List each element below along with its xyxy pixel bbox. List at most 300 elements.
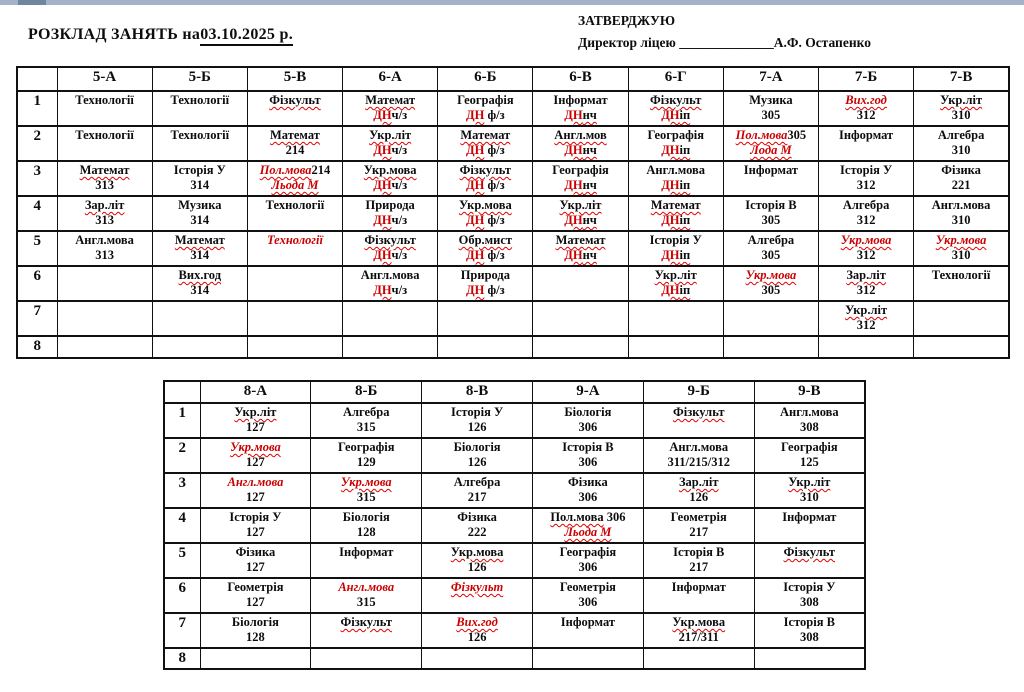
corner-cell	[164, 381, 200, 403]
lesson-number: 2	[17, 126, 57, 161]
schedule-cell-7-В-3	[914, 161, 1009, 196]
schedule-cell-5-Б-5	[152, 231, 247, 266]
schedule-cell-5-В-3	[247, 161, 342, 196]
cell-line: 214	[285, 143, 305, 157]
lesson-number: 1	[17, 91, 57, 126]
cell-line: Укр.мова	[840, 233, 892, 247]
schedule-cell-6-А-1	[343, 91, 438, 126]
cell-line: 315	[356, 595, 376, 609]
schedule-cell-8-В-3	[422, 473, 533, 508]
cell-line: Обр.мист	[458, 233, 513, 247]
cell-line: Англ.мова	[669, 440, 729, 454]
approve-label: ЗАТВЕРДЖУЮ	[578, 13, 676, 28]
schedule-cell-8-Б-5	[311, 543, 422, 578]
cell-line: Англ.мова	[360, 268, 420, 282]
cell-line: ДН ф/з	[466, 108, 505, 122]
cell-line: Укр.мова	[672, 615, 726, 629]
schedule-cell-6-Б-7	[438, 301, 533, 336]
cell-line: ДНіп	[661, 213, 691, 227]
cell-line: Географія	[781, 440, 838, 454]
schedule-cell-6-Г-3	[628, 161, 723, 196]
cell-line: Алгебра	[747, 233, 795, 247]
schedule-cell-7-А-4	[723, 196, 818, 231]
cell-line: 314	[190, 283, 210, 297]
cell-line: Інформат	[553, 93, 608, 107]
cell-line: Біологія	[342, 510, 390, 524]
schedule-cell-9-В-3	[754, 473, 865, 508]
schedule-cell-9-Б-6	[643, 578, 754, 613]
cell-line: Історія В	[673, 545, 725, 559]
cell-line: Фізкульт	[269, 93, 321, 107]
cell-line: Пол.мова 306	[550, 510, 626, 524]
schedule-cell-6-Б-4	[438, 196, 533, 231]
cell-line: ДН ф/з	[466, 283, 505, 297]
cell-line: Інформат	[560, 615, 616, 629]
schedule-cell-6-А-8	[343, 336, 438, 358]
schedule-cell-9-Б-3	[643, 473, 754, 508]
schedule-cell-9-А-2	[532, 438, 643, 473]
cell-line: 126	[467, 420, 487, 434]
cell-line: 314	[190, 213, 210, 227]
schedule-cell-6-Г-5	[628, 231, 723, 266]
schedule-cell-9-А-7	[532, 613, 643, 648]
signature-blank: ______________	[679, 35, 774, 50]
schedule-cell-8-А-7	[200, 613, 311, 648]
cell-line: Геометрія	[670, 510, 727, 524]
schedule-cell-9-В-7	[754, 613, 865, 648]
schedule-cell-6-А-3	[343, 161, 438, 196]
director-label: Директор ліцею	[578, 35, 680, 50]
schedule-cell-7-А-3	[723, 161, 818, 196]
schedule-cell-8-В-7	[422, 613, 533, 648]
class-header-6-А: 6-А	[343, 67, 438, 91]
schedule-cell-6-А-4	[343, 196, 438, 231]
cell-line: Фізика	[235, 545, 276, 559]
window-edge-accent	[18, 0, 46, 5]
cell-line: 310	[951, 213, 971, 227]
class-header-5-В: 5-В	[247, 67, 342, 91]
schedule-cell-7-А-6	[723, 266, 818, 301]
schedule-cell-6-В-6	[533, 266, 628, 301]
schedule-cell-8-Б-8	[311, 648, 422, 669]
cell-line: 217	[689, 560, 709, 574]
schedule-cell-5-В-5	[247, 231, 342, 266]
cell-line: 308	[799, 630, 819, 644]
schedule-cell-6-А-2	[343, 126, 438, 161]
cell-line: ДНч/з	[373, 108, 408, 122]
cell-line: Укр.літ	[940, 93, 983, 107]
cell-line: Зар.літ	[846, 268, 886, 282]
cell-line: Інформат	[838, 128, 894, 142]
class-header-7-Б: 7-Б	[819, 67, 914, 91]
schedule-cell-6-Г-1	[628, 91, 723, 126]
cell-line: 217	[467, 490, 487, 504]
schedule-cell-5-В-8	[247, 336, 342, 358]
cell-line: 313	[95, 178, 114, 192]
schedule-cell-6-Б-8	[438, 336, 533, 358]
lesson-number: 5	[17, 231, 57, 266]
cell-line: Історія В	[783, 615, 835, 629]
cell-line: 308	[799, 595, 819, 609]
schedule-cell-8-А-6	[200, 578, 311, 613]
cell-line: Географія	[559, 545, 617, 559]
cell-line: 305	[761, 283, 781, 297]
schedule-cell-7-Б-2	[819, 126, 914, 161]
schedule-cell-8-В-5	[422, 543, 533, 578]
cell-line: 127	[246, 525, 265, 539]
schedule-cell-7-Б-8	[819, 336, 914, 358]
schedule-cell-7-В-4	[914, 196, 1009, 231]
cell-line: Пол.мова305	[735, 128, 807, 142]
cell-line: Алгебра	[342, 405, 390, 419]
cell-line: ДНнч	[564, 178, 597, 192]
cell-line: 128	[246, 630, 265, 644]
cell-line: Фізкульт	[450, 580, 504, 594]
schedule-cell-5-Б-8	[152, 336, 247, 358]
class-header-7-В: 7-В	[914, 67, 1009, 91]
schedule-cell-7-А-8	[723, 336, 818, 358]
cell-line: 310	[951, 248, 971, 262]
lesson-number: 4	[164, 508, 200, 543]
cell-line: Музика	[178, 198, 222, 212]
schedule-cell-6-А-7	[343, 301, 438, 336]
cell-line: Технології	[75, 128, 134, 142]
schedule-cell-8-А-3	[200, 473, 311, 508]
schedule-cell-7-В-1	[914, 91, 1009, 126]
cell-line: Біологія	[231, 615, 279, 629]
page-title-date: 03.10.2025 р.	[200, 26, 293, 46]
schedule-cell-5-Б-2	[152, 126, 247, 161]
schedule-cell-6-Г-4	[628, 196, 723, 231]
cell-line: 217	[689, 525, 709, 539]
cell-line: Технології	[265, 198, 325, 212]
schedule-cell-9-А-1	[532, 403, 643, 438]
cell-line: Укр.літ	[654, 268, 697, 282]
schedule-cell-5-А-4	[57, 196, 152, 231]
cell-line: Англ.мов	[554, 128, 607, 142]
class-header-5-А: 5-А	[57, 67, 152, 91]
cell-line: Технології	[267, 233, 323, 247]
page-title-prefix: РОЗКЛАД ЗАНЯТЬ на	[28, 26, 201, 43]
class-header-9-Б: 9-Б	[643, 381, 754, 403]
class-header-8-А: 8-А	[200, 381, 311, 403]
cell-line: 306	[578, 455, 598, 469]
cell-line: 306	[578, 595, 598, 609]
schedule-cell-6-В-8	[533, 336, 628, 358]
cell-line: Математ	[174, 233, 225, 247]
schedule-cell-8-А-8	[200, 648, 311, 669]
cell-line: 306	[578, 560, 598, 574]
cell-line: 314	[190, 248, 210, 262]
cell-line: Географія	[457, 93, 514, 107]
cell-line: Музика	[749, 93, 793, 107]
class-header-8-Б: 8-Б	[311, 381, 422, 403]
cell-line: Англ.мова	[646, 163, 706, 177]
cell-line: 127	[246, 420, 265, 434]
class-header-9-А: 9-А	[532, 381, 643, 403]
schedule-cell-9-В-6	[754, 578, 865, 613]
cell-line: Історія У	[783, 580, 836, 594]
cell-line: 312	[856, 283, 876, 297]
cell-line: Технології	[75, 93, 134, 107]
cell-line: 126	[467, 630, 487, 644]
cell-line: ДНнч	[564, 213, 597, 227]
class-header-9-В: 9-В	[754, 381, 865, 403]
schedule-cell-8-Б-1	[311, 403, 422, 438]
cell-line: Географія	[647, 128, 704, 142]
schedule-cell-6-Б-2	[438, 126, 533, 161]
lesson-number: 5	[164, 543, 200, 578]
cell-line: Укр.мова	[340, 475, 392, 489]
approval-block	[578, 10, 871, 54]
schedule-cell-5-А-5	[57, 231, 152, 266]
schedule-cell-7-А-2	[723, 126, 818, 161]
cell-line: Біологія	[564, 405, 612, 419]
schedule-cell-5-Б-4	[152, 196, 247, 231]
cell-line: Математ	[555, 233, 606, 247]
schedule-cell-8-В-4	[422, 508, 533, 543]
lesson-number: 8	[17, 336, 57, 358]
cell-line: 305	[761, 248, 781, 262]
cell-line: 312	[856, 318, 876, 332]
corner-cell	[17, 67, 57, 91]
cell-line: Алгебра	[937, 128, 985, 142]
cell-line: Укр.мова	[450, 545, 504, 559]
cell-line: 126	[689, 490, 709, 504]
schedule-cell-6-Б-5	[438, 231, 533, 266]
schedule-cell-9-В-2	[754, 438, 865, 473]
cell-line: Історія В	[745, 198, 797, 212]
schedule-cell-8-Б-7	[311, 613, 422, 648]
cell-line: 315	[356, 490, 376, 504]
cell-line: Укр.літ	[234, 405, 277, 419]
cell-line: 313	[95, 248, 114, 262]
cell-line: ДНіп	[661, 248, 691, 262]
cell-line: ДНч/з	[373, 143, 408, 157]
schedule-cell-8-А-5	[200, 543, 311, 578]
cell-line: 127	[246, 490, 265, 504]
cell-line: 315	[356, 420, 376, 434]
cell-line: Математ	[460, 128, 511, 142]
lesson-number: 6	[164, 578, 200, 613]
cell-line: 129	[356, 455, 376, 469]
cell-line: 217/311	[678, 630, 719, 644]
schedule-cell-5-А-6	[57, 266, 152, 301]
schedule-cell-5-А-8	[57, 336, 152, 358]
schedule-cell-9-А-4	[532, 508, 643, 543]
cell-line: 312	[856, 178, 876, 192]
schedule-cell-5-А-3	[57, 161, 152, 196]
cell-line: Технології	[170, 128, 230, 142]
cell-line: 221	[951, 178, 971, 192]
cell-line: 125	[799, 455, 819, 469]
cell-line: Математ	[79, 163, 130, 177]
schedule-cell-7-Б-3	[819, 161, 914, 196]
cell-line: Технології	[931, 268, 991, 282]
schedule-cell-8-А-2	[200, 438, 311, 473]
schedule-cell-7-В-5	[914, 231, 1009, 266]
cell-line: 127	[246, 595, 265, 609]
schedule-cell-6-В-4	[533, 196, 628, 231]
schedule-cell-5-В-7	[247, 301, 342, 336]
cell-line: Географія	[337, 440, 395, 454]
cell-line: Геометрія	[559, 580, 616, 594]
schedule-cell-5-В-6	[247, 266, 342, 301]
schedule-cell-6-В-3	[533, 161, 628, 196]
cell-line: Англ.мова	[227, 475, 284, 489]
cell-line: ДНіп	[661, 108, 691, 122]
cell-line: Пол.мова214	[259, 163, 331, 177]
cell-line: Географія	[552, 163, 609, 177]
schedule-cell-7-Б-7	[819, 301, 914, 336]
cell-line: Льода М	[271, 178, 319, 192]
cell-line: Укр.мова	[935, 233, 987, 247]
cell-line: Фізкульт	[340, 615, 392, 629]
cell-line: Вих.год	[845, 93, 887, 107]
schedule-cell-9-А-3	[532, 473, 643, 508]
cell-line: Англ.мова	[779, 405, 839, 419]
cell-line: 126	[467, 455, 487, 469]
class-header-6-Б: 6-Б	[438, 67, 533, 91]
cell-line: Укр.мова	[363, 163, 417, 177]
schedule-cell-9-А-6	[532, 578, 643, 613]
cell-line: Льода М	[564, 525, 612, 539]
cell-line: ДНч/з	[373, 213, 408, 227]
cell-line: 128	[356, 525, 376, 539]
cell-line: Фізика	[941, 163, 981, 177]
schedule-cell-6-В-2	[533, 126, 628, 161]
schedule-cell-5-В-2	[247, 126, 342, 161]
schedule-cell-9-Б-2	[643, 438, 754, 473]
cell-line: Історія У	[649, 233, 702, 247]
cell-line: Фізика	[568, 475, 608, 489]
cell-line: Технології	[170, 93, 230, 107]
schedule-cell-9-А-8	[532, 648, 643, 669]
cell-line: ДНч/з	[373, 248, 408, 262]
lesson-number: 4	[17, 196, 57, 231]
schedule-cell-7-Б-5	[819, 231, 914, 266]
schedule-cell-7-Б-4	[819, 196, 914, 231]
schedule-cell-9-Б-5	[643, 543, 754, 578]
schedule-cell-6-А-5	[343, 231, 438, 266]
class-header-7-А: 7-А	[723, 67, 818, 91]
schedule-cell-6-Г-8	[628, 336, 723, 358]
cell-line: ДНіп	[661, 143, 691, 157]
schedule-cell-7-Б-6	[819, 266, 914, 301]
schedule-cell-8-Б-6	[311, 578, 422, 613]
schedule-cell-7-А-5	[723, 231, 818, 266]
cell-line: Біологія	[453, 440, 501, 454]
cell-line: Фізика	[457, 510, 497, 524]
cell-line: Укр.мова	[458, 198, 512, 212]
schedule-cell-9-В-1	[754, 403, 865, 438]
cell-line: Історія У	[451, 405, 504, 419]
schedule-cell-6-Б-3	[438, 161, 533, 196]
schedule-cell-8-В-1	[422, 403, 533, 438]
schedule-cell-6-В-1	[533, 91, 628, 126]
cell-line: 305	[761, 108, 781, 122]
cell-line: Фізкульт	[649, 93, 702, 107]
schedule-cell-9-Б-1	[643, 403, 754, 438]
cell-line: Інформат	[339, 545, 394, 559]
class-header-6-В: 6-В	[533, 67, 628, 91]
director-name: А.Ф. Остапенко	[773, 35, 871, 50]
cell-line: Зар.літ	[84, 198, 125, 212]
schedule-cell-5-Б-3	[152, 161, 247, 196]
cell-line: 127	[246, 560, 265, 574]
cell-line: ДНнч	[564, 248, 597, 262]
schedule-cell-5-А-2	[57, 126, 152, 161]
cell-line: Математ	[365, 93, 416, 107]
lesson-number: 7	[164, 613, 200, 648]
cell-line: Математ	[650, 198, 701, 212]
cell-line: Укр.літ	[369, 128, 412, 142]
cell-line: Алгебра	[842, 198, 890, 212]
schedule-cell-9-Б-7	[643, 613, 754, 648]
cell-line: ДН ф/з	[466, 213, 505, 227]
schedule-cell-9-В-8	[754, 648, 865, 669]
cell-line: Геометрія	[227, 580, 284, 594]
cell-line: 306	[578, 490, 598, 504]
cell-line: Природа	[460, 268, 510, 282]
cell-line: ДНч/з	[373, 283, 408, 297]
cell-line: ДНнч	[564, 143, 597, 157]
cell-line: Історія У	[173, 163, 226, 177]
cell-line: Історія У	[229, 510, 282, 524]
schedule-cell-8-А-1	[200, 403, 311, 438]
lesson-number: 7	[17, 301, 57, 336]
director-signature-line	[578, 32, 871, 54]
schedule-cell-8-В-8	[422, 648, 533, 669]
cell-line: Англ.мова	[338, 580, 395, 594]
schedule-cell-5-А-1	[57, 91, 152, 126]
cell-line: 305	[761, 213, 781, 227]
cell-line: Інформат	[782, 510, 837, 524]
schedule-cell-6-А-6	[343, 266, 438, 301]
schedule-cell-8-Б-4	[311, 508, 422, 543]
schedule-cell-7-Б-1	[819, 91, 914, 126]
cell-line: Історія У	[840, 163, 893, 177]
schedule-cell-8-Б-2	[311, 438, 422, 473]
cell-line: Вих.год	[178, 268, 222, 282]
lesson-number: 1	[164, 403, 200, 438]
lesson-number: 3	[164, 473, 200, 508]
schedule-cell-9-Б-8	[643, 648, 754, 669]
schedule-cell-6-В-5	[533, 231, 628, 266]
schedule-cell-9-В-4	[754, 508, 865, 543]
cell-line: Укр.мова	[745, 268, 797, 282]
schedule-cell-6-В-7	[533, 301, 628, 336]
cell-line: 310	[799, 490, 819, 504]
lesson-number: 8	[164, 648, 200, 669]
cell-line: 310	[951, 108, 971, 122]
lesson-number: 3	[17, 161, 57, 196]
schedule-cell-8-А-4	[200, 508, 311, 543]
class-header-6-Г: 6-Г	[628, 67, 723, 91]
cell-line: 306	[578, 420, 598, 434]
schedule-cell-6-Г-7	[628, 301, 723, 336]
cell-line: ДН ф/з	[466, 143, 505, 157]
cell-line: ДНіп	[661, 178, 691, 192]
cell-line: Лода М	[750, 143, 792, 157]
timetable-grades-5-7	[16, 66, 1010, 359]
cell-line: ДН ф/з	[466, 248, 505, 262]
cell-line: 312	[856, 108, 876, 122]
cell-line: Укр.літ	[559, 198, 602, 212]
cell-line: Зар.літ	[678, 475, 719, 489]
schedule-cell-9-Б-4	[643, 508, 754, 543]
cell-line: Природа	[365, 198, 415, 212]
